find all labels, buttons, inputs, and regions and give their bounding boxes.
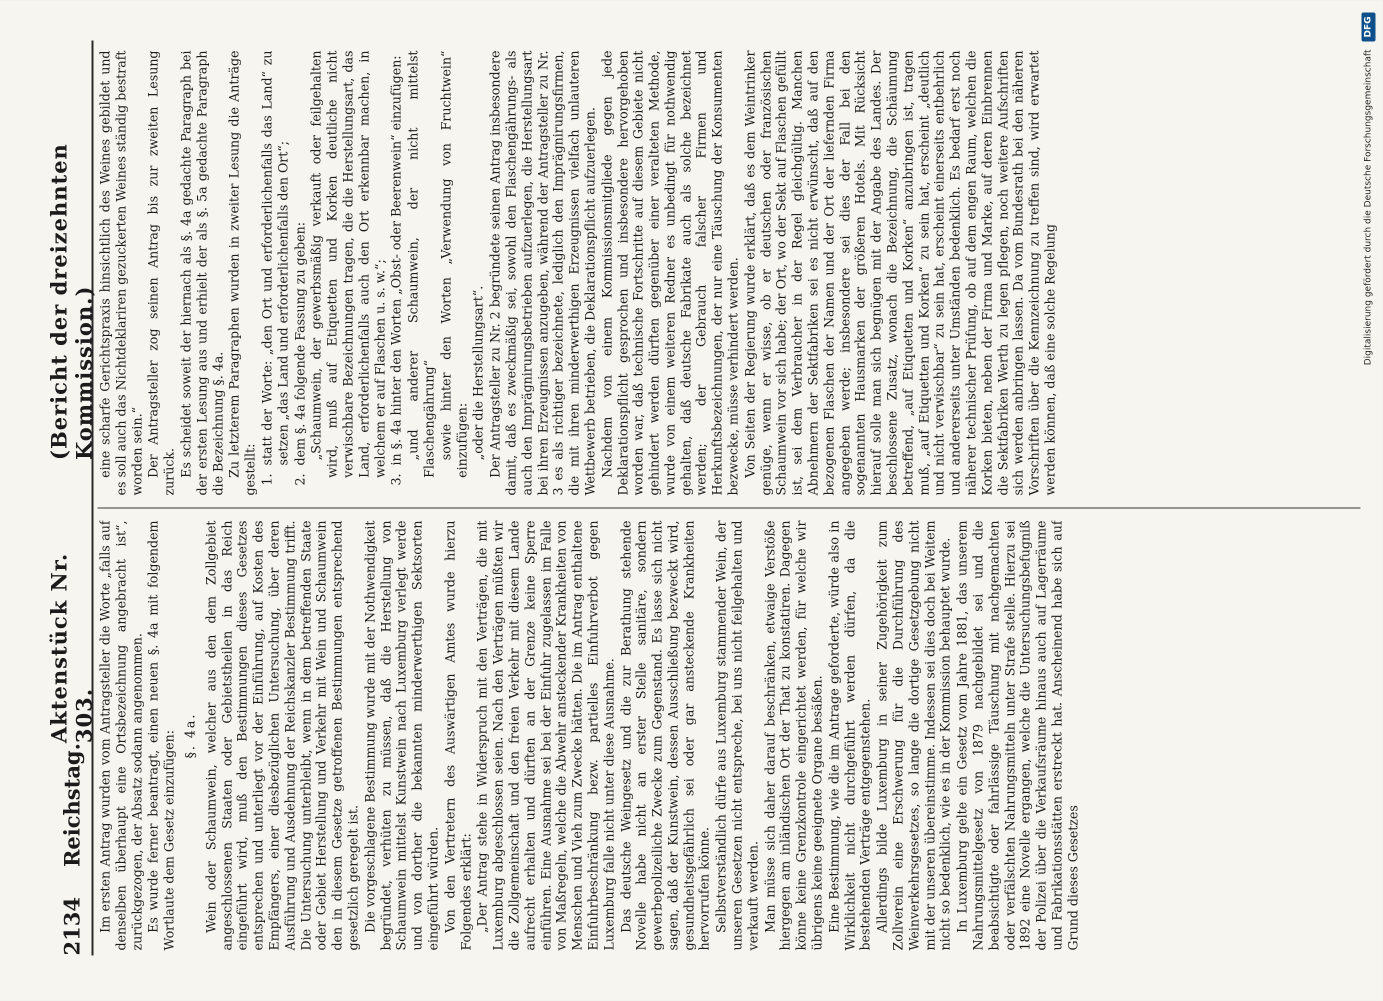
quote: „Schaumwein, der gewerbsmäßig verkauft oder feilgehalten wird, muß auf Etiquetten und Korken deutliche nicht verwischbare Bezeichnungen tragen, die die Herstellungsart, das Land, erforderlichenfalls auch den Ort erkennbar machen, in welchem er auf Flaschen u. s. w.“; [308,50,388,478]
dfg-logo: DFG [1362,13,1376,42]
paragraph: Im ersten Antrag wurden vom Antragsteller die Worte „falls auf denselben überhaupt eine Ortsbezeichnung angebracht ist“, zurückgezogen, der Absatz sodann angenommen. [97,520,145,951]
header-report: (Bericht der dreizehnten Kommission.) [46,143,97,460]
paragraph: Selbstverständlich dürfe aus Luxemburg stammender Wein, der unseren Gesetzen nicht entspreche, bei uns nicht feilgehalten und verkauft werden. [713,520,761,951]
paragraph: Der Antragsteller zu Nr. 2 begründete seinen Antrag insbesondere damit, daß es zweckmäßig sei, sowohl den Flaschengährungs- als auch den Imprägnirungsbetrieben aufzuerlegen, die Herstellungsart bei ihren Erzeugnissen anzugeben, während der Antragsteller zu Nr. 3 es als richtiger bezeichnete, lediglich den Imprägnirungsfirmen, die mit ihren minderwerthigen Erzeugnissen vielfach unlauteren Wettbewerb betrieben, die Deklarationspflicht aufzuerlegen. [487,50,598,496]
quote: „und anderer Schaumwein, der nicht mittelst Flaschengährung“ [405,50,437,478]
paragraph: Man müsse sich daher darauf beschränken, etwaige Verstöße hiergegen am inländischen Ort der That zu konstatiren. Dagegen könne keine Grenzkontrole eingerichtet werden, für welche wir übrigens keine geeignete Organe besäßen. [762,520,825,951]
list-number: 3. [388,473,404,486]
list-text: in §. 4a hinter den Worten „Obst- oder Beerenwein“ einzufügen: [388,55,404,466]
paragraph: Das deutsche Weingesetz und die zur Berathung stehende Novelle habe nicht an erster Stelle sanitäre, sondern gewerbepolizeiliche Zwecke zum Gegenstand. Es lasse sich nicht sagen, daß der Kunstwein, dessen Ausschließung bezweckt wird, gesundheitsgefährlich sei oder gar ansteckende Krankheiten hervorrufen könne. [618,520,712,951]
paragraph: Die vorgeschlagene Bestimmung wurde mit der Nothwendigkeit begründet, verhüten zu müssen, daß die Herstellung von Schaumwein mittelst Kunstwein nach Luxemburg verlegt werde und von dorther die bekannten minderwerthigen Sektsorten eingeführt würden. [362,520,441,951]
paragraph: Wein oder Schaumwein, welcher aus den dem Zollgebiet angeschlossenen Staaten oder Gebietstheilen in das Reich eingeführt wird, muß den Bestimmungen dieses Gesetzes entsprechen und unterliegt vor der Einführung, auf Kosten des Empfängers, einer diesbezüglichen Untersuchung, über deren Ausführung und Ausdehnung der Reichskanzler Bestimmung trifft. Die Untersuchung unterbleibt, wenn in dem betreffenden Staate oder Gebiet Herstellung und Verkehr mit Wein und Schaumwein den in diesem Gesetze getroffenen Bestimmungen entsprechend gesetzlich geregelt ist. [203,520,361,951]
page-number: 2134 [59,897,84,956]
digitization-credit [1355,1,1383,1001]
list-text: dem §. 4a folgende Fassung zu geben: [292,222,308,466]
column-divider [98,508,1361,509]
paragraph: Zu letzterem Paragraphen wurden in zweiter Lesung die Anträge gestellt: [226,50,258,496]
quote: „oder die Herstellungsart“. [470,285,486,461]
document-page [0,1,1383,1001]
list-item [292,51,308,496]
paragraph: Der Antragsteller zog seinen Antrag bis zur zweiten Lesung zurück. [145,50,177,496]
list-number: 1. [259,473,275,486]
credit-text: Digitalisierung gefördert durch die Deutsche Forschungsgemeinschaft [1363,49,1374,366]
left-column [98,521,1361,951]
paragraph: In Luxemburg gelte ein Gesetz vom Jahre 1881, das unserem Nahrungsmittelgesetz von 1879 nachgebildet sei und die beabsichtigte oder fahrlässige Täuschung mit nachgemachten oder verfälschten Nahrungsmitteln unter Strafe stelle. Hierzu sei 1892 eine Novelle ergangen, welche die Untersuchungsbefugniß der Polizei über die Verkaufsräume hinaus auch auf Lagerräume und Fabrikationsstätten erstreckt hat. Anscheinend habe sich auf Grund dieses Gesetzes [954,520,1081,951]
list-item [259,51,291,496]
header-document: Aktenstück Nr. 303. [46,552,97,744]
paragraph: Eine Bestimmung, wie die im Antrage geforderte, würde also in Wirklichkeit nicht durchgeführt werden dürfen, da die bestehenden Verträge entgegenstehen. [826,520,873,951]
list-item [389,51,405,496]
paragraph: eine scharfe Gerichtspraxis hinsichtlich des Weines gebildet und es soll auch das Nichtdeklariren gezuckerten Weines ständig bestraft worden sein.“ [97,50,145,496]
list-text: statt der Worte: „den Ort und erforderlichenfalls das Land“ zu setzen „das Land und erforderlichenfalls den Ort“; [259,50,291,466]
paragraph: Allerdings bilde Luxemburg in seiner Zugehörigkeit zum Zollverein eine Erschwerung für die Durchführung des Weinverkehrsgesetzes, so lange die dortige Gesetzgebung nicht mit der unseren übereinstimme. Indessen sei dies doch bei Weitem nicht so bedenklich, wie es in der Kommission behauptet wurde. [874,520,953,951]
header-chamber: Reichstag. [59,743,84,868]
paragraph: Es wurde ferner beantragt, einen neuen §. 4a mit folgendem Wortlaute dem Gesetz einzufügen: [145,520,177,951]
paragraph: Nachdem von einem Kommissionsmitgliede gegen jede Deklarationspflicht gesprochen und insbesondere hervorgehoben worden war, daß technische Fortschritte auf diesem Gebiete nicht gehindert werden dürften gegenüber einer veralteten Methode, wurde von einem weiteren Redner es unbedingt für nothwendig gehalten, daß deutsche Fabrikate auch als solche bezeichnet werden; der Gebrauch falscher Firmen und Herkunftsbezeichnungen, der nur eine Täuschung der Konsumenten bezwecke, müsse verhindert werden. [599,50,741,496]
right-column [98,51,1361,496]
paragraph: Von den Vertretern des Auswärtigen Amtes wurde hierzu Folgendes erklärt: [442,520,474,951]
quote: sowie hinter den Worten „Verwendung von Fruchtwein“ einzufügen: [438,50,470,478]
page-header [46,41,97,956]
paragraph: Von Seiten der Regierung wurde erklärt, daß es dem Weintrinker genüge, wenn er wisse, ob er deutschen oder französischen Schaumwein vor sich habe; der Ort, wo der Sekt auf Flaschen gefüllt ist, sei dem Verbraucher in der Regel gleichgültig. Manchen Abnehmern der Sektfabriken sei es nicht erwünscht, daß auf den bezogenen Flaschen der Namen und der Ort der liefernden Firma angegeben werde; insbesondere sei dies der Fall bei den sogenannten Hausmarken der größeren Hotels. Mit Rücksicht hierauf solle man sich begnügen mit der Angabe des Landes. Der beschlossene Zusatz, wonach die Bezeichnung, die Schäumung betreffend, „auf Etiquetten und Korken“ anzubringen ist, tragen muß, „auf Etiquetten und Korken“ zu sein hat, erscheint „deutlich und nicht verwischbar“ zu sein hat, erscheint einerseits entbehrlich und andererseits unter Umständen bedenklich. Es bedarf erst noch näherer technischer Prüfung, ob auf dem engen Raum, welchen die Korken bieten, neben der Firma und Marke, auf deren Einbrennen die Sektfabriken Werth zu legen pflegen, noch weitere Aufschriften sich werden anbringen lassen. Da vom Bundesrath bei den näheren Vorschriften über die Kennzeichnung zu treffen sind, wird erwartet werden können, daß eine solche Regelung [742,50,1058,496]
paragraph: „Der Antrag stehe in Widerspruch mit den Verträgen, die mit Luxemburg abgeschlossen seien. Nach den Verträgen müßten wir die Zollgemeinschaft und den freien Verkehr mit diesem Lande aufrecht erhalten und dürften an der Grenze keine Sperre einführen. Eine Ausnahme sei bei der Einfuhr zugelassen im Falle von Maßregeln, welche die Abwehr ansteckender Krankheiten von Menschen und Vieh zum Zwecke hätten. Die im Antrag enthaltene Einfuhrbeschränkung bezw. partielles Einfuhrverbot gegen Luxemburg falle nicht unter diese Ausnahme. [474,520,617,951]
list-number: 2. [292,473,308,486]
section-heading: §. 4a. [182,712,198,759]
paragraph: Es scheidet soweit der hiernach als §. 4a gedachte Paragraph bei der ersten Lesung aus und erhielt der als §. 5a gedachte Paragraph die Bezeichnung §. 4a. [178,50,226,496]
